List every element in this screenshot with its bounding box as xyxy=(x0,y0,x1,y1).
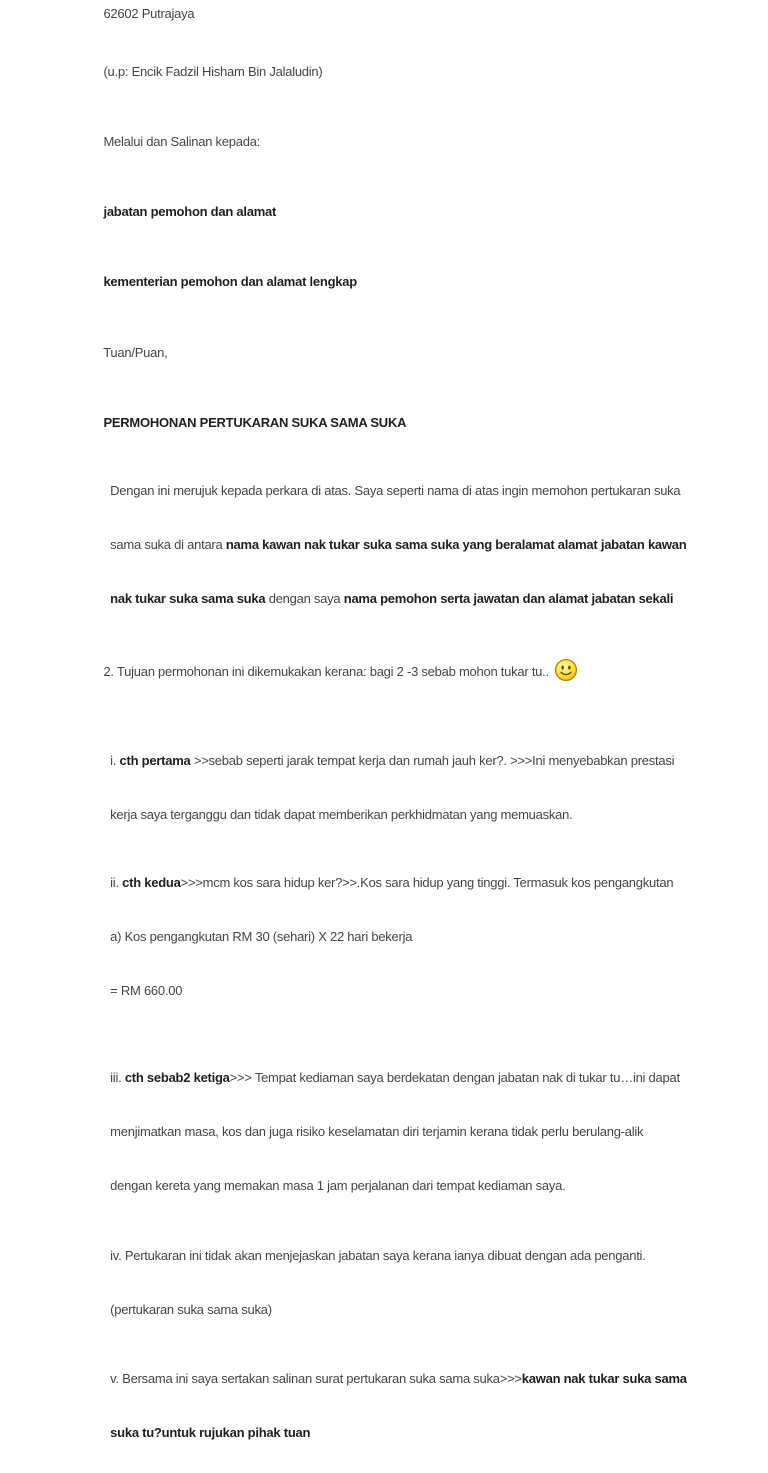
address-text: 62602 Putrajaya xyxy=(103,6,195,21)
cc-label-line xyxy=(90,115,768,169)
reason-4-paragraph xyxy=(90,1229,768,1337)
paragraph-line xyxy=(90,572,768,626)
reason-2-run: a) Kos pengangkutan RM 30 (sehari) X 22 hari bekerja xyxy=(110,928,413,944)
reason-3-run: >>> Tempat kediaman saya berdekatan dengan jabatan nak di tukar tu…ini dapat xyxy=(229,1069,680,1085)
reason-1-run: >>sebab seperti jarak tempat kerja dan rumah jauh ker?. >>>Ini menyebabkan prestasi xyxy=(190,752,675,768)
reason-2-run: ii. xyxy=(110,874,123,890)
intro-run: Dengan ini merujuk kepada perkara di atas. Saya seperti nama di atas ingin memohon pertukaran suka xyxy=(110,483,681,498)
paragraph-line xyxy=(90,734,768,788)
intro-run-bold: nama kawan nak tukar suka sama suka yang beralamat alamat jabatan kawan xyxy=(225,537,687,552)
purpose-text: 2. Tujuan permohonan ini dikemukakan kerana: bagi 2 -3 sebab mohon tukar tu.. xyxy=(103,664,549,679)
paragraph-line xyxy=(90,964,768,1018)
smiley-face-icon xyxy=(554,658,578,682)
intro-paragraph xyxy=(90,464,768,626)
salutation-text: Tuan/Puan, xyxy=(103,345,168,360)
paragraph-line xyxy=(90,464,768,518)
reason-3-run: dengan kereta yang memakan masa 1 jam perjalanan dari tempat kediaman saya. xyxy=(110,1177,566,1193)
reason-2-run: >>>mcm kos sara hidup ker?>>.Kos sara hidup yang tinggi. Termasuk kos pengangkutan xyxy=(180,874,674,890)
salutation-line xyxy=(90,326,768,380)
enclosure-run: v. Bersama ini saya sertakan salinan surat pertukaran suka sama suka>>> xyxy=(110,1370,522,1386)
enclosure-run-bold: suka tu?untuk rujukan pihak tuan xyxy=(110,1424,311,1440)
reason-3-run: menjimatkan masa, kos dan juga risiko keselamatan diri terjamin kerana tidak perlu berulang-alik xyxy=(110,1123,644,1139)
paragraph-line xyxy=(90,1229,768,1283)
reason-2-paragraph xyxy=(90,856,768,1018)
paragraph-line xyxy=(90,1352,768,1406)
attention-text: (u.p: Encik Fadzil Hisham Bin Jalaludin) xyxy=(103,64,323,79)
reason-1-run-bold: cth pertama xyxy=(119,752,191,768)
reason-3-paragraph xyxy=(90,1051,768,1213)
reason-4-run: iv. Pertukaran ini tidak akan menjejaskan jabatan saya kerana ianya dibuat dengan ada penganti. xyxy=(110,1247,646,1263)
reason-3-run: iii. xyxy=(110,1069,125,1085)
paragraph-line xyxy=(90,1283,768,1337)
subject-text: PERMOHONAN PERTUKARAN SUKA SAMA SUKA xyxy=(103,415,407,430)
reason-2-run-bold: cth kedua xyxy=(122,874,181,890)
address-line xyxy=(90,0,768,41)
paragraph-line xyxy=(90,1406,768,1460)
reason-4-run: (pertukaran suka sama suka) xyxy=(110,1301,272,1317)
paragraph-line xyxy=(90,1051,768,1105)
reason-1-run: kerja saya terganggu dan tidak dapat memberikan perkhidmatan yang memuaskan. xyxy=(110,806,573,822)
applicant-ministry-line xyxy=(90,255,768,309)
enclosure-run-bold: kawan nak tukar suka sama xyxy=(521,1370,687,1386)
purpose-paragraph xyxy=(90,645,768,700)
intro-run: dengan saya xyxy=(265,591,344,606)
intro-run-bold: nama pemohon serta jawatan dan alamat jabatan sekali xyxy=(343,591,674,606)
applicant-department-line xyxy=(90,185,768,239)
paragraph-line xyxy=(90,856,768,910)
reason-3-run-bold: cth sebab2 ketiga xyxy=(124,1069,230,1085)
subject-heading xyxy=(90,396,768,450)
applicant-ministry-text: kementerian pemohon dan alamat lengkap xyxy=(103,274,357,289)
paragraph-line xyxy=(90,910,768,964)
attention-line xyxy=(90,45,768,99)
paragraph-line xyxy=(90,518,768,572)
intro-run: sama suka di antara xyxy=(110,537,226,552)
cc-label-text: Melalui dan Salinan kepada: xyxy=(103,134,261,149)
reason-1-run: i. xyxy=(110,752,120,768)
paragraph-line xyxy=(90,788,768,842)
reason-1-paragraph xyxy=(90,734,768,842)
paragraph-line xyxy=(90,1105,768,1159)
applicant-department-text: jabatan pemohon dan alamat xyxy=(103,204,277,219)
intro-run-bold: nak tukar suka sama suka xyxy=(110,591,266,606)
enclosure-paragraph xyxy=(90,1352,768,1460)
reason-2-run: = RM 660.00 xyxy=(110,982,183,998)
paragraph-line xyxy=(90,1159,768,1213)
